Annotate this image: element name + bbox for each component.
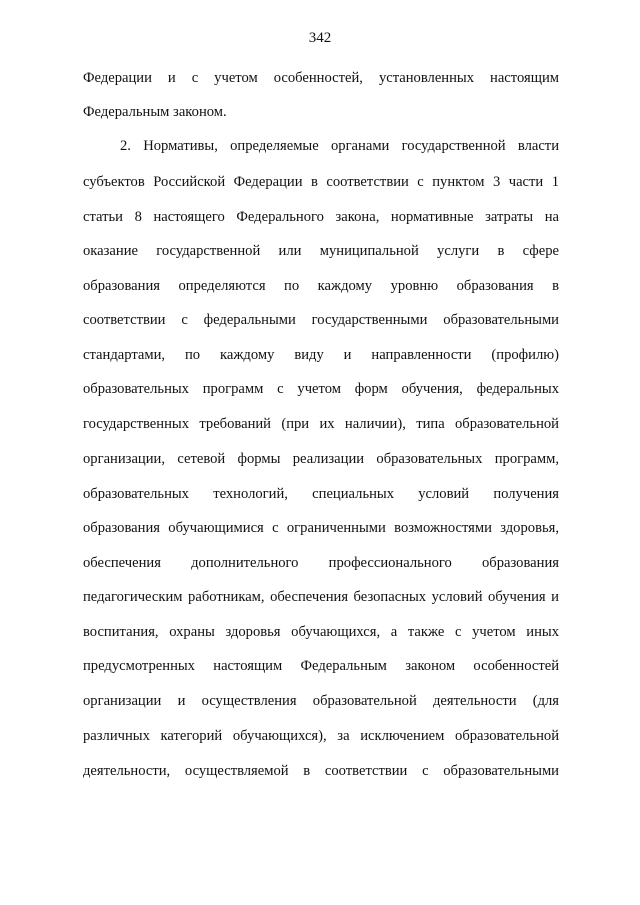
text-line: образовательных программ с учетом форм обучения, федеральных: [83, 381, 559, 397]
text-line: педагогическим работникам, обеспечения безопасных условий обучения и: [83, 589, 559, 605]
text-line: воспитания, охраны здоровья обучающихся, а также с учетом иных: [83, 624, 559, 640]
text-line: 2. Нормативы, определяемые органами государственной власти: [120, 138, 559, 154]
page-number: 342: [308, 30, 332, 46]
text-line: предусмотренных настоящим Федеральным законом особенностей: [83, 658, 559, 674]
text-line: Федерации и с учетом особенностей, установленных настоящим: [83, 70, 559, 86]
text-line: государственных требований (при их наличии), типа образовательной: [83, 416, 559, 432]
text-line: образования обучающимися с ограниченными возможностями здоровья,: [83, 520, 559, 536]
text-line: образования определяются по каждому уровню образования в: [83, 278, 559, 294]
text-line: образовательных технологий, специальных условий получения: [83, 486, 559, 502]
text-line: статьи 8 настоящего Федерального закона, нормативные затраты на: [83, 209, 559, 225]
text-line: организации, сетевой формы реализации образовательных программ,: [83, 451, 559, 467]
text-line: оказание государственной или муниципальной услуги в сфере: [83, 243, 559, 259]
text-line: организации и осуществления образовательной деятельности (для: [83, 693, 559, 709]
text-line: Федеральным законом.: [83, 104, 227, 120]
text-line: различных категорий обучающихся), за исключением образовательной: [83, 728, 559, 744]
text-line: деятельности, осуществляемой в соответствии с образовательными: [83, 763, 559, 779]
text-line: субъектов Российской Федерации в соответствии с пунктом 3 части 1: [83, 174, 559, 190]
text-line: стандартами, по каждому виду и направленности (профилю): [83, 347, 559, 363]
text-line: соответствии с федеральными государственными образовательными: [83, 312, 559, 328]
text-line: обеспечения дополнительного профессионального образования: [83, 555, 559, 571]
